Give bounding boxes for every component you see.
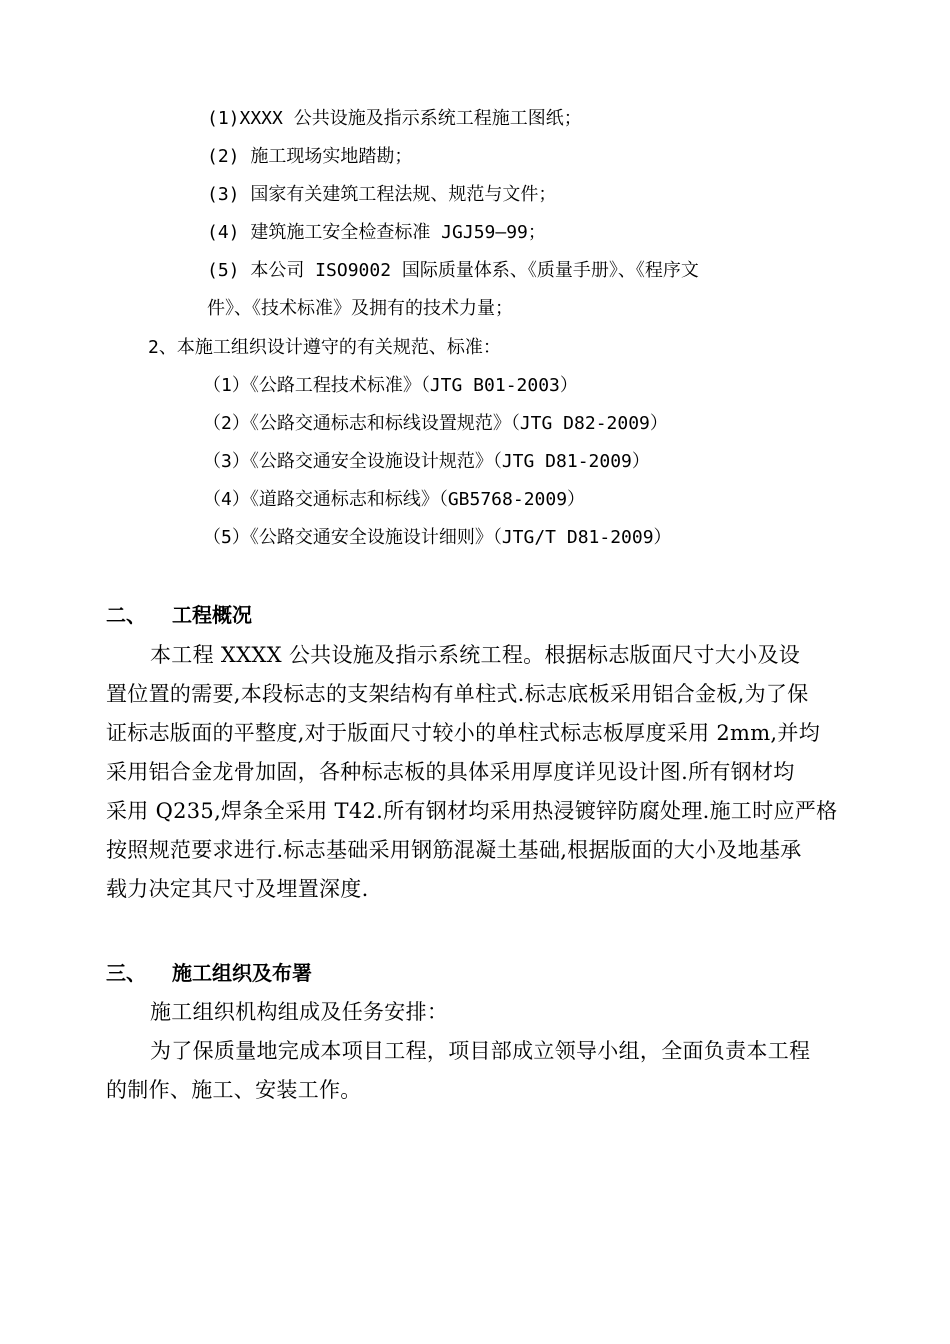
section-2-line-7: 载力决定其尺寸及埋置深度.: [106, 877, 369, 901]
standard-item-2: （2）《公路交通标志和标线设置规范》（JTG D82-2009）: [203, 413, 668, 434]
section-3-subheading: 施工组织机构组成及任务安排：: [150, 1000, 449, 1024]
section-3-line-2: 的制作、施工、安装工作。: [106, 1078, 362, 1102]
section-2-line-4: 采用铝合金龙骨加固，各种标志板的具体采用厚度详见设计图.所有钢材均: [106, 760, 795, 784]
standard-item-1: （1）《公路工程技术标准》（JTG B01-2003）: [203, 375, 578, 396]
standards-heading: 2、本施工组织设计遵守的有关规范、标准：: [148, 337, 501, 358]
section-2-line-1: 本工程 XXXX 公共设施及指示系统工程。根据标志版面尺寸大小及设: [150, 643, 801, 667]
standard-item-5: （5）《公路交通安全设施设计细则》（JTG/T D81-2009）: [203, 527, 672, 548]
basis-item-1: (1)XXXX 公共设施及指示系统工程施工图纸；: [207, 108, 582, 129]
standard-item-3: （3）《公路交通安全设施设计规范》（JTG D81-2009）: [203, 451, 650, 472]
section-2-line-5: 采用 Q235,焊条全采用 T42.所有钢材均采用热浸镀锌防腐处理.施工时应严格: [106, 799, 838, 823]
section-2-title: 工程概况: [172, 603, 252, 627]
basis-item-4: (4) 建筑施工安全检查标准 JGJ59—99；: [207, 222, 546, 243]
basis-item-5-continued: 件》、《技术标准》及拥有的技术力量；: [207, 298, 513, 319]
section-3-line-1: 为了保质量地完成本项目工程，项目部成立领导小组，全面负责本工程: [150, 1039, 811, 1063]
section-2-heading: [106, 602, 252, 628]
standard-item-4: （4）《道路交通标志和标线》（GB5768-2009）: [203, 489, 586, 510]
basis-item-3: (3) 国家有关建筑工程法规、规范与文件；: [207, 184, 557, 205]
section-2-line-3: 证标志版面的平整度,对于版面尺寸较小的单柱式标志板厚度采用 2mm,并均: [106, 721, 821, 745]
section-2-line-2: 置位置的需要,本段标志的支架结构有单柱式.标志底板采用铝合金板,为了保: [106, 682, 809, 706]
section-2-line-6: 按照规范要求进行.标志基础采用钢筋混凝土基础,根据版面的大小及地基承: [106, 838, 802, 862]
section-3-title: 施工组织及布署: [172, 961, 312, 985]
section-2-number: 二、: [106, 603, 146, 627]
basis-item-5: (5) 本公司 ISO9002 国际质量体系、《质量手册》、《程序文: [207, 260, 699, 281]
basis-item-2: (2) 施工现场实地踏勘；: [207, 146, 413, 167]
section-3-heading: [106, 960, 312, 986]
section-3-number: 三、: [106, 961, 146, 985]
